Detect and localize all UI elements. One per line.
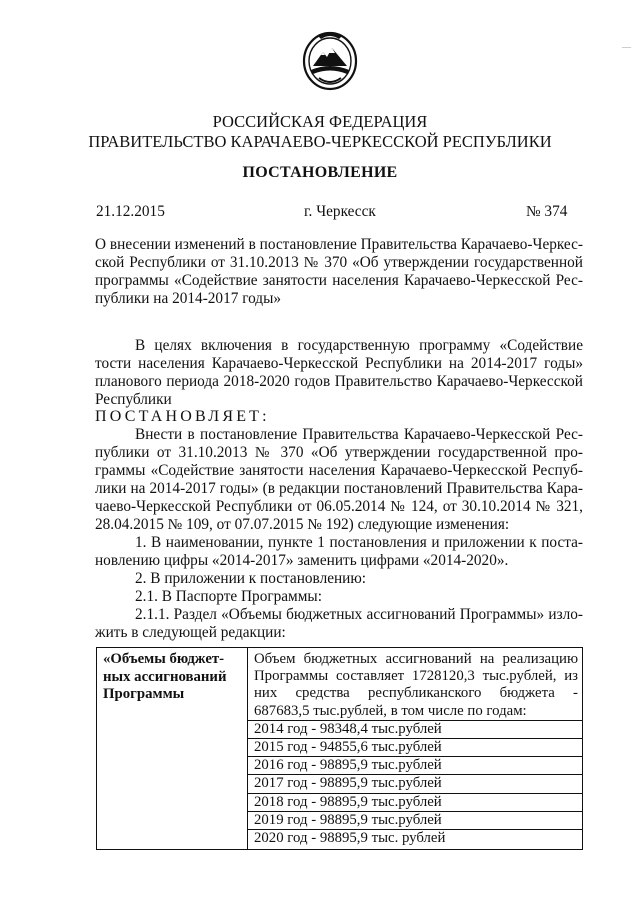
value-line: Программы составляет 1728120,3 тыс.рублей, из <box>254 668 578 685</box>
government-title: ПРАВИТЕЛЬСТВО КАРАЧАЕВО-ЧЕРКЕССКОЙ РЕСПУБЛИКИ <box>88 132 552 151</box>
year-line: 2017 год - 98895,9 тыс.рублей <box>248 774 582 792</box>
body-line: 2.1.1. Раздел «Объемы бюджетных ассигнований Программы» изло- <box>135 606 583 623</box>
document-date: 21.12.2015 <box>96 203 165 220</box>
budget-table <box>96 647 583 850</box>
year-line: 2018 год - 98895,9 тыс.рублей <box>248 793 582 811</box>
preamble-line: В целях включения в государственную программу «Содействие <box>135 337 583 354</box>
label-line: «Объемы бюджет- <box>103 651 225 667</box>
table-value-cell <box>248 648 583 850</box>
body-line: жить в следующей редакции: <box>95 624 286 641</box>
label-line: ных ассигнований <box>103 668 227 685</box>
body-line: новлению цифры «2014-2017» заменить цифрами «2014-2020». <box>95 552 509 569</box>
subject-line: О внесении изменений в постановление Правительства Карачаево-Черкес- <box>95 236 583 253</box>
body-line: 2. В приложении к постановлению: <box>135 570 367 587</box>
subject-line: программы «Содействие занятости населения Карачаево-Черкесской Рес- <box>95 272 583 289</box>
coat-of-arms-emblem <box>301 26 359 92</box>
country-title: РОССИЙСКАЯ ФЕДЕРАЦИЯ <box>212 112 428 131</box>
year-line: 2019 год - 98895,9 тыс.рублей <box>248 811 582 829</box>
body-line: публики от 31.10.2013 № 370 «Об утверждении государственной про- <box>95 444 583 461</box>
preamble-line: тости населения Карачаево-Черкесской Республики на 2014-2017 годы» <box>95 355 583 372</box>
year-line: 2020 год - 98895,9 тыс. рублей <box>248 829 582 847</box>
year-line: 2014 год - 98348,4 тыс.рублей <box>248 720 582 738</box>
subject-line: публики на 2014-2017 годы» <box>95 290 282 307</box>
preamble-line: Республики <box>95 391 172 408</box>
preamble-line: планового периода 2018-2020 годов Правительство Карачаево-Черкесской <box>95 373 583 390</box>
table-label-cell <box>97 648 248 850</box>
document-city: г. Черкесск <box>304 203 376 220</box>
document-number: № 374 <box>526 203 568 220</box>
body-line: 1. В наименовании, пункте 1 постановления и приложении к поста- <box>135 534 583 551</box>
value-line: Объем бюджетных ассигнований на реализацию <box>254 651 578 667</box>
body-line: 28.04.2015 № 109, от 07.07.2015 № 192) следующие изменения: <box>95 516 510 533</box>
value-line: них средства республиканского бюджета - <box>254 685 578 702</box>
body-line: Внести в постановление Правительства Карачаево-Черкесской Рес- <box>135 426 583 443</box>
document-type-title: ПОСТАНОВЛЕНИЕ <box>242 164 398 181</box>
subject-line: ской Республики от 31.10.2013 № 370 «Об утверждении государственной <box>95 254 583 271</box>
body-line: лики на 2014-2017 годы» (в редакции постановлений Правительства Кара- <box>95 480 583 497</box>
label-line: Программы <box>103 686 185 702</box>
body-line: граммы «Содействие занятости населения Карачаево-Черкесской Респуб- <box>95 462 583 479</box>
value-line: 687683,5 тыс.рублей, в том числе по годам: <box>254 702 527 719</box>
year-line: 2016 год - 98895,9 тыс.рублей <box>248 756 582 774</box>
body-line: чаево-Черкесской Республики от 06.05.2014 № 124, от 30.10.2014 № 321, <box>95 498 583 515</box>
decree-word: ПОСТАНОВЛЯЕТ: <box>95 408 270 425</box>
scan-mark: — <box>622 42 631 52</box>
body-line: 2.1. В Паспорте Программы: <box>135 588 322 605</box>
table-row <box>97 648 583 850</box>
year-line: 2015 год - 94855,6 тыс.рублей <box>248 738 582 756</box>
